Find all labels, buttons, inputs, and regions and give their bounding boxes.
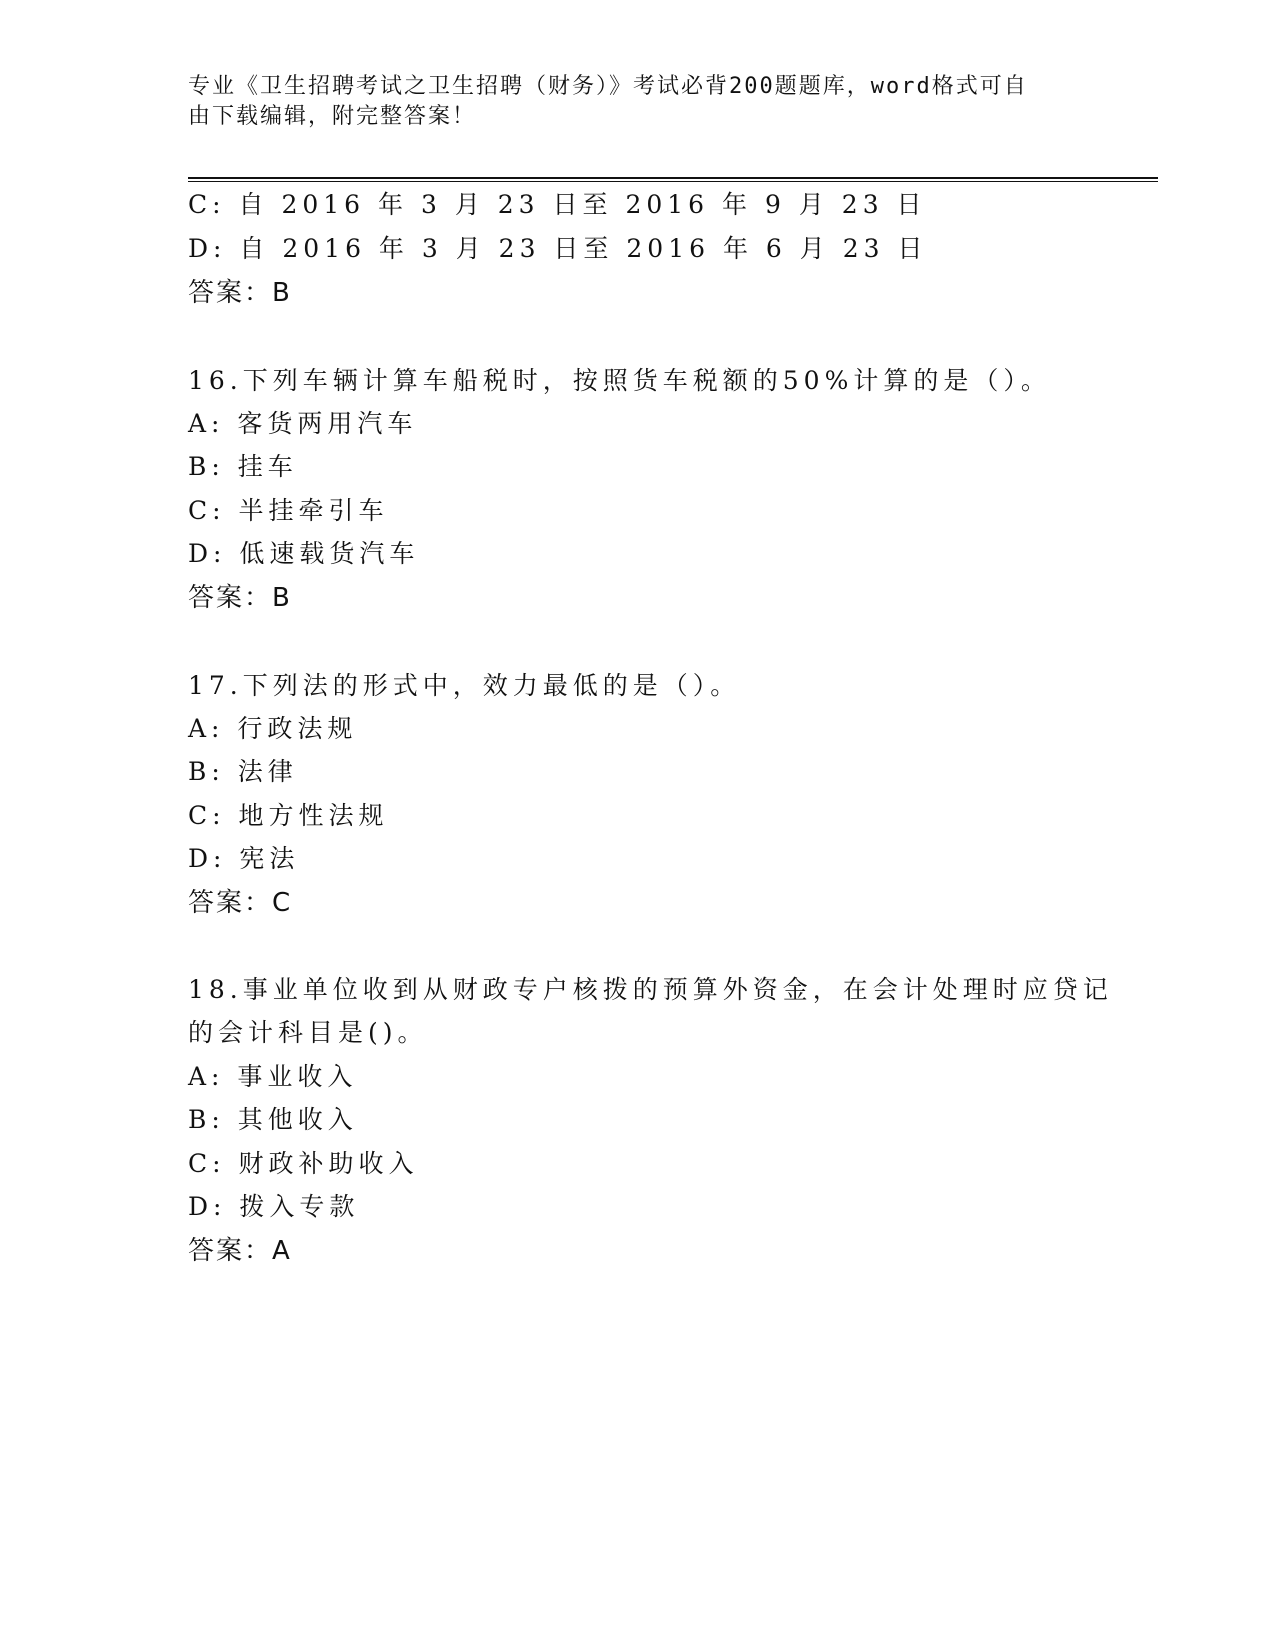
q17-answer: 答案：C xyxy=(188,888,293,918)
q17-option-c: C: 地方性法规 xyxy=(188,801,389,830)
q16-option-d: D: 低速载货汽车 xyxy=(188,539,420,568)
q18-option-a: A: 事业收入 xyxy=(188,1062,358,1091)
q17-option-a: A: 行政法规 xyxy=(188,714,358,743)
prev-answer: 答案：B xyxy=(188,278,292,308)
q18-title-line-2: 的会计科目是()。 xyxy=(188,1018,428,1047)
q16-option-b: B: 挂车 xyxy=(188,452,298,481)
header-divider-thick xyxy=(188,177,1158,179)
q17-title: 17.下列法的形式中，效力最低的是（）。 xyxy=(188,671,741,700)
q16-option-a: A: 客货两用汽车 xyxy=(188,409,418,438)
q16-title: 16.下列车辆计算车船税时，按照货车税额的50%计算的是（）。 xyxy=(188,366,1051,395)
prev-option-c: C: 自 2016 年 3 月 23 日至 2016 年 9 月 23 日 xyxy=(188,190,927,219)
q18-option-c: C: 财政补助收入 xyxy=(188,1149,419,1178)
q18-option-d: D: 拨入专款 xyxy=(188,1192,360,1221)
q16-answer: 答案：B xyxy=(188,583,292,613)
q18-answer: 答案：A xyxy=(188,1236,292,1266)
header-line-2: 由下载编辑，附完整答案！ xyxy=(188,104,477,129)
prev-option-d: D: 自 2016 年 3 月 23 日至 2016 年 6 月 23 日 xyxy=(188,234,928,263)
q18-title-line-1: 18.事业单位收到从财政专户核拨的预算外资金，在会计处理时应贷记 xyxy=(188,975,1113,1004)
header-divider-thin xyxy=(188,181,1158,182)
q16-option-c: C: 半挂牵引车 xyxy=(188,496,389,525)
q17-option-d: D: 宪法 xyxy=(188,844,300,873)
q18-option-b: B: 其他收入 xyxy=(188,1105,358,1134)
q17-option-b: B: 法律 xyxy=(188,757,298,786)
header-line-1: 专业《卫生招聘考试之卫生招聘（财务）》考试必背200题题库，word格式可自 xyxy=(188,74,1028,99)
document-header xyxy=(188,72,1068,132)
